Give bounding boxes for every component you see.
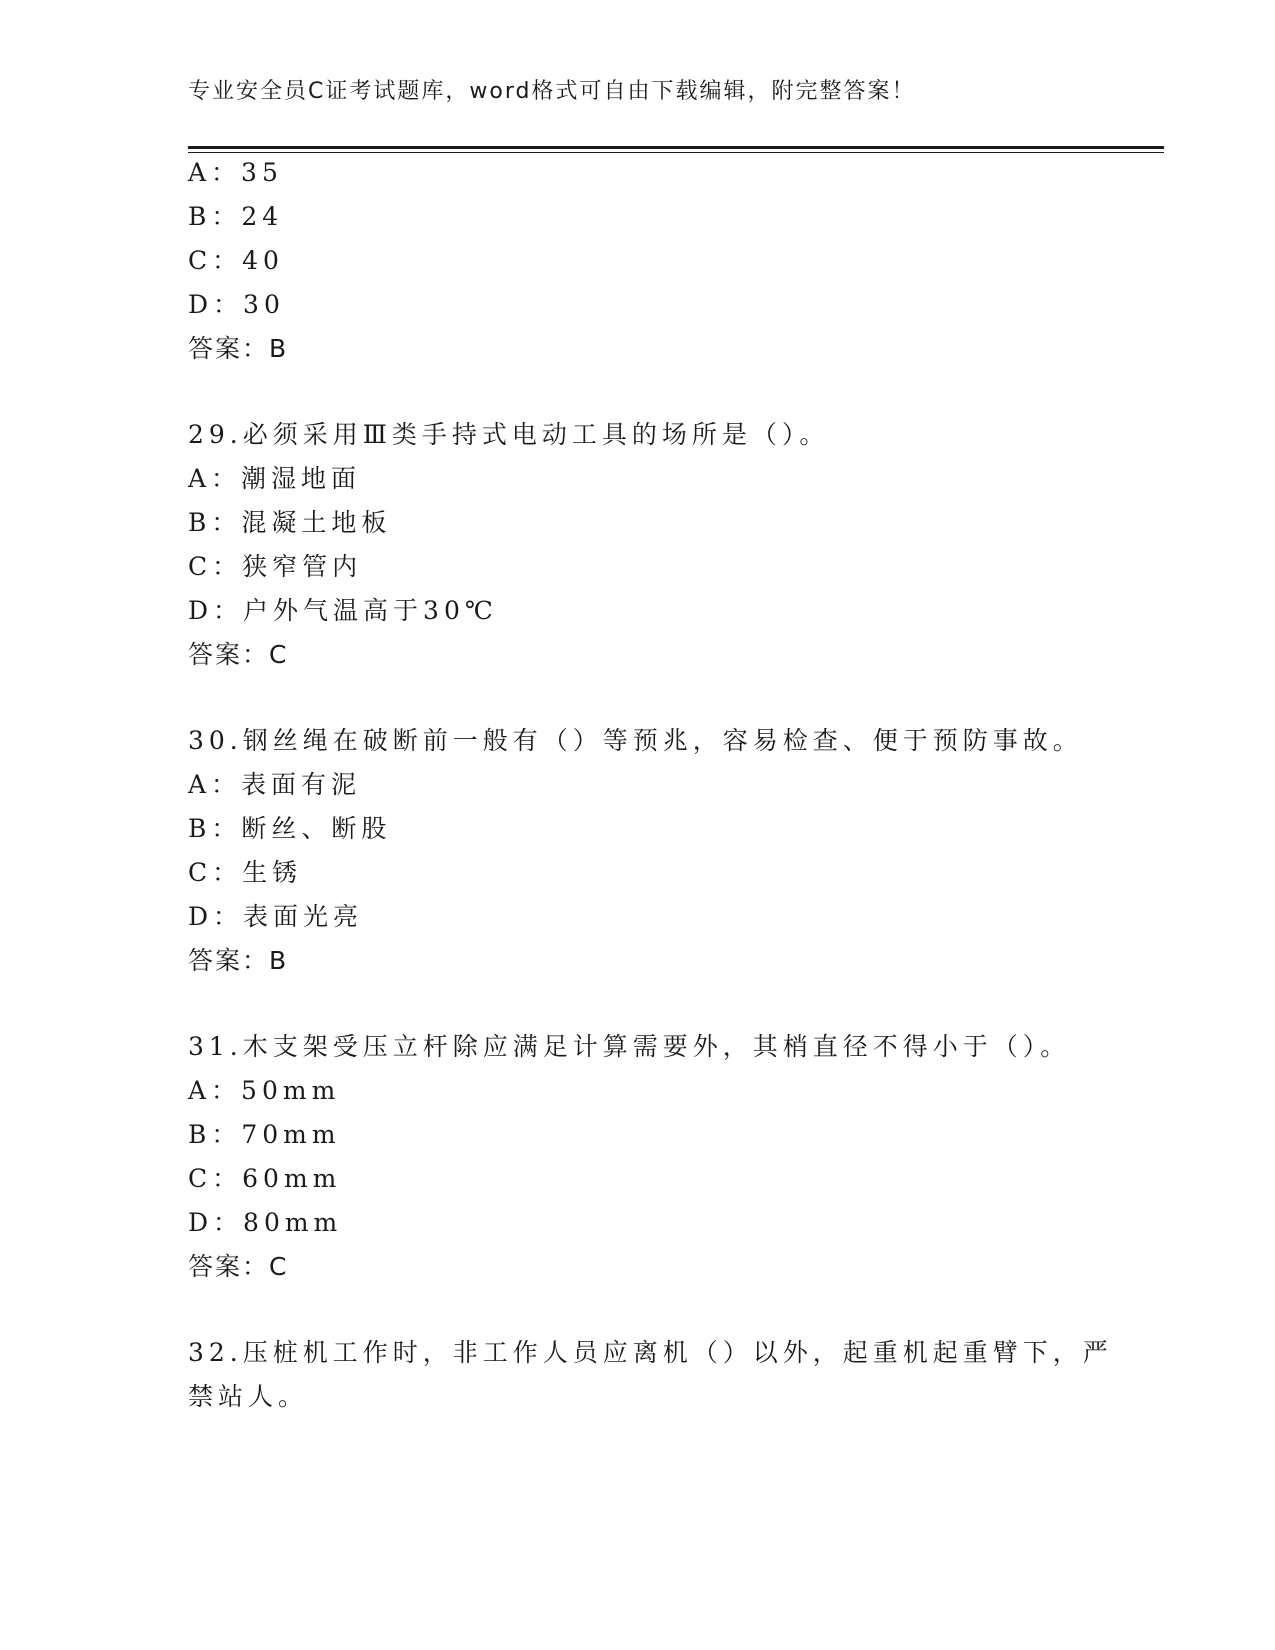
q31-question: 31.木支架受压立杆除应满足计算需要外，其梢直径不得小于（）。 [188,1032,1071,1061]
q29-answer: 答案：C [188,640,289,669]
q30-option-c: C：生锈 [188,858,303,887]
q29-option-d: D：户外气温高于30℃ [188,596,498,625]
q30-option-a: A：表面有泥 [188,770,362,799]
q29-option-a: A：潮湿地面 [188,464,362,493]
q32-question-line-2: 禁站人。 [188,1382,309,1411]
q31-option-a: A：50mm [188,1076,341,1105]
q29-option-b: B：混凝土地板 [188,508,392,537]
q31-option-c: C：60mm [188,1164,342,1193]
q31-option-b: B：70mm [188,1120,341,1149]
q28-option-a: A：35 [188,158,283,187]
q30-answer: 答案：B [188,946,289,975]
q32-question-line-1: 32.压桩机工作时，非工作人员应离机（）以外，起重机起重臂下，严 [188,1338,1113,1367]
q28-option-b: B：24 [188,202,284,231]
q29-option-c: C：狭窄管内 [188,552,363,581]
header-divider-thick [188,146,1164,149]
q31-option-d: D：80mm [188,1208,343,1237]
q28-option-c: C：40 [188,246,284,275]
header-divider-thin [188,152,1164,153]
q31-answer: 答案：C [188,1252,289,1281]
page-header-title: 专业安全员C证考试题库，word格式可自由下载编辑，附完整答案！ [188,79,916,104]
q28-answer: 答案：B [188,334,289,363]
q30-option-d: D：表面光亮 [188,902,364,931]
q29-question: 29.必须采用Ⅲ类手持式电动工具的场所是（）。 [188,420,830,449]
q28-option-d: D：30 [188,290,285,319]
q30-option-b: B：断丝、断股 [188,814,392,843]
q30-question: 30.钢丝绳在破断前一般有（）等预兆，容易检查、便于预防事故。 [188,726,1083,755]
